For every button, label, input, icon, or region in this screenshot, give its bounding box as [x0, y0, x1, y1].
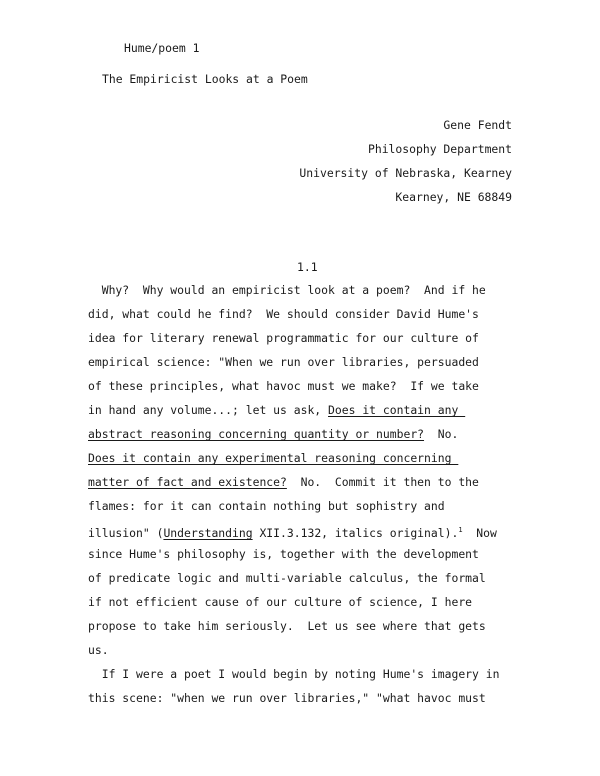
body-line	[88, 427, 458, 441]
author-address: Kearney, NE 68849	[395, 190, 512, 204]
underlined-question: matter of fact and existence?	[88, 475, 287, 489]
author-name: Gene Fendt	[443, 118, 512, 132]
body-line: If I were a poet I would begin by noting Hume's imagery in	[88, 667, 500, 681]
body-line	[88, 403, 465, 417]
body-line: of these principles, what havoc must we make? If we take	[88, 379, 479, 393]
body-line: since Hume's philosophy is, together with the development	[88, 547, 479, 561]
underlined-book-title: Understanding	[163, 526, 253, 540]
body-line: Why? Why would an empiricist look at a poem? And if he	[88, 283, 486, 297]
underlined-question: Does it contain any	[328, 403, 466, 417]
paper-title: The Empiricist Looks at a Poem	[102, 72, 308, 86]
body-line: this scene: "when we run over libraries," "what havoc must	[88, 691, 486, 705]
body-line: empirical science: "When we run over libraries, persuaded	[88, 355, 479, 369]
body-line: did, what could he find? We should consider David Hume's	[88, 307, 479, 321]
body-text-span: No.	[424, 427, 459, 441]
body-text-span: illusion" (	[88, 526, 164, 540]
section-number: 1.1	[297, 260, 318, 274]
body-line	[88, 475, 479, 489]
body-line: of predicate logic and multi-variable calculus, the formal	[88, 571, 486, 585]
body-text-span: Now	[462, 526, 497, 540]
body-line: if not efficient cause of our culture of science, I here	[88, 595, 473, 609]
author-university: University of Nebraska, Kearney	[299, 166, 512, 180]
body-line: idea for literary renewal programmatic for our culture of	[88, 331, 479, 345]
body-line: flames: for it can contain nothing but sophistry and	[88, 499, 445, 513]
body-text-span: No. Commit it then to the	[286, 475, 479, 489]
underlined-question: Does it contain any experimental reasoning concerning	[88, 451, 459, 465]
body-line: propose to take him seriously. Let us see where that gets	[88, 619, 486, 633]
footnote-marker: 1	[458, 526, 463, 534]
body-line	[88, 451, 458, 465]
body-line	[88, 523, 497, 540]
body-line: us.	[88, 643, 109, 657]
body-text-span: XII.3.132, italics original).	[252, 526, 459, 540]
author-department: Philosophy Department	[367, 142, 512, 156]
underlined-question: abstract reasoning concerning quantity or number?	[88, 427, 425, 441]
body-text-span: in hand any volume...; let us ask,	[88, 403, 329, 417]
running-head: Hume/poem 1	[124, 41, 200, 55]
